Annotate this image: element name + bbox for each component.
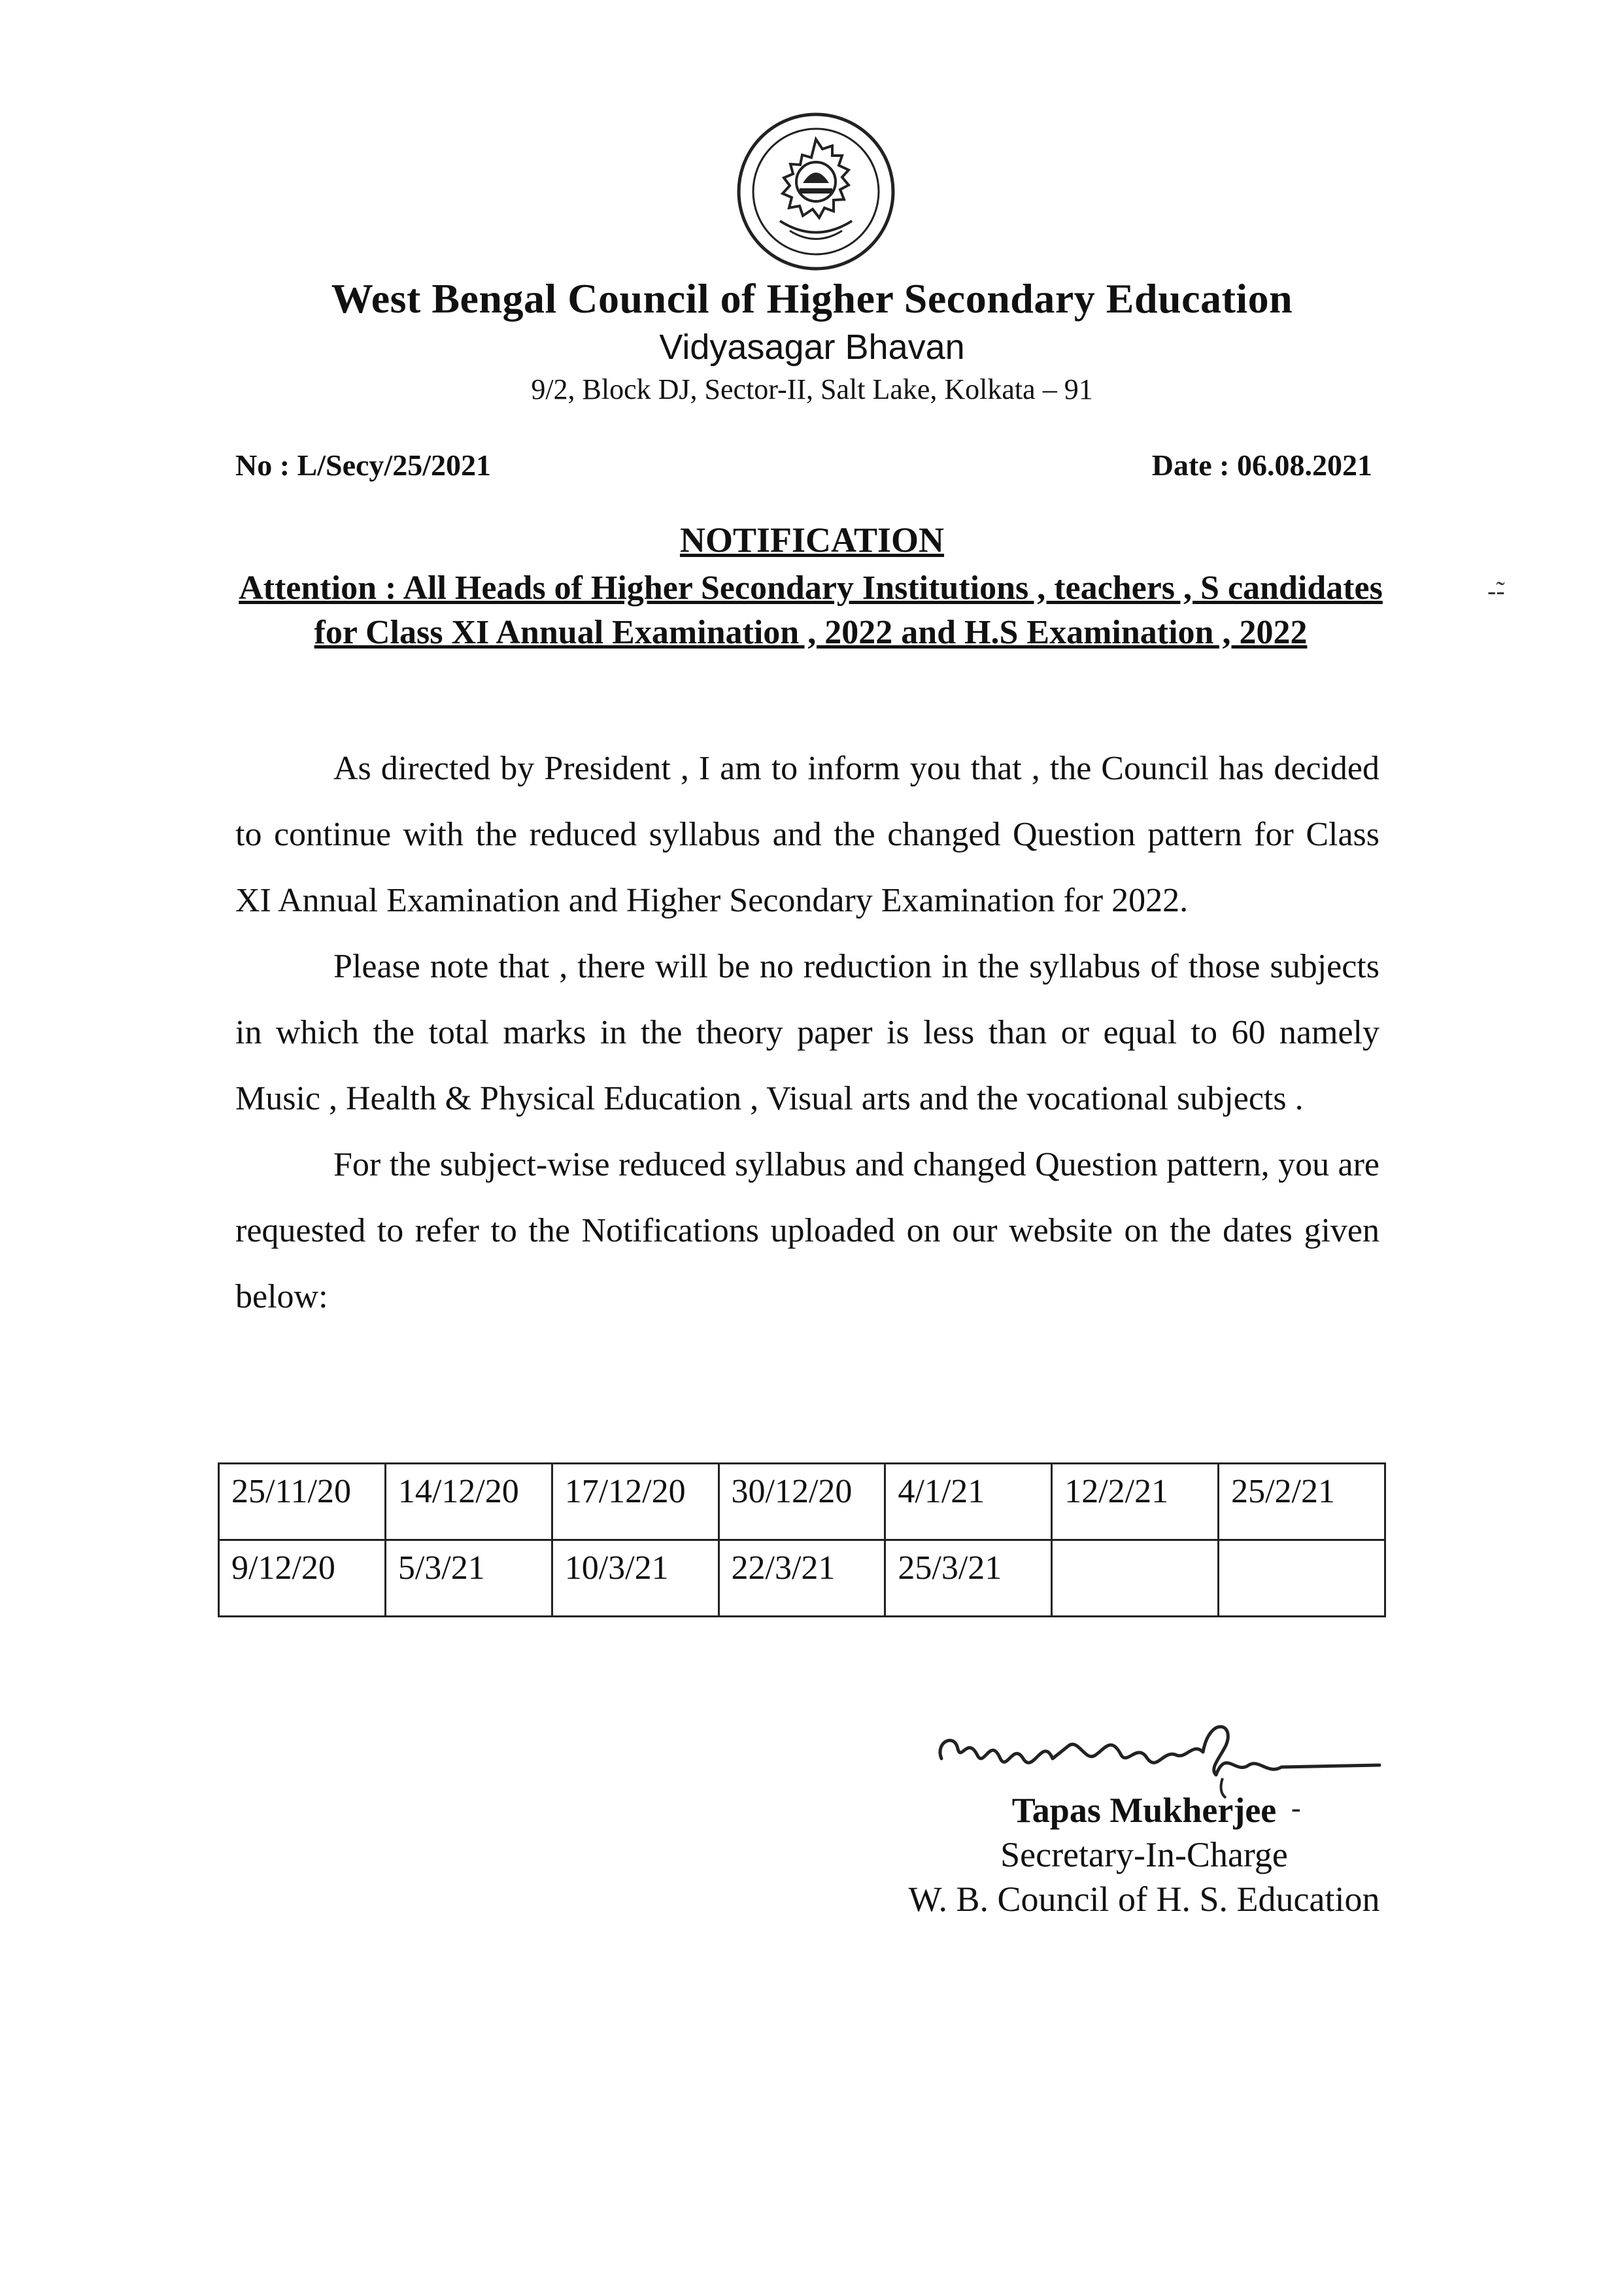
organization-address: 9/2, Block DJ, Sector-II, Salt Lake, Kolkata – 91 xyxy=(531,373,1093,405)
organization-name: West Bengal Council of Higher Secondary Education xyxy=(331,275,1293,322)
date-cell: 22/3/21 xyxy=(719,1540,885,1617)
council-seal-icon xyxy=(734,110,898,273)
signatory-name: Tapas Mukherjee xyxy=(1011,1791,1277,1830)
paragraph-directive: As directed by President , I am to inform you that , the Council has decided to continue with the reduced syllabus and the changed Question pattern for Class XI Annual Examination and Higher Secondary Examination for 2022. xyxy=(235,750,1379,919)
date-cell xyxy=(1219,1540,1385,1617)
reference-date: Date : 06.08.2021 xyxy=(1151,448,1372,482)
signatory-block xyxy=(817,1788,1471,1921)
notification-title: NOTIFICATION xyxy=(679,520,945,560)
date-cell: 25/11/20 xyxy=(219,1464,386,1540)
notification-dates-table xyxy=(218,1462,1386,1617)
date-cell: 10/3/21 xyxy=(552,1540,719,1617)
date-cell: 30/12/20 xyxy=(719,1464,885,1540)
signature-dash: - xyxy=(1291,1792,1301,1824)
paragraph-exception: Please note that , there will be no reduction in the syllabus of those subjects in which the total marks in the theory paper is less than or equal to 60 namely Music , Health & Physical Education , Visual arts and the vocational subjects . xyxy=(235,948,1379,1117)
date-cell: 4/1/21 xyxy=(885,1464,1052,1540)
stray-mark: -̃- xyxy=(1487,576,1505,605)
building-name: Vidyasagar Bhavan xyxy=(659,328,965,367)
date-cell: 5/3/21 xyxy=(385,1540,552,1617)
notification-body xyxy=(235,735,1379,1330)
date-cell: 25/3/21 xyxy=(885,1540,1052,1617)
signatory-office: W. B. Council of H. S. Education xyxy=(908,1880,1380,1919)
date-cell: 14/12/20 xyxy=(385,1464,552,1540)
signatory-designation: Secretary-In-Charge xyxy=(1000,1835,1288,1874)
paragraph-reference: For the subject-wise reduced syllabus and changed Question pattern, you are requested to refer to the Notifications uploaded on our website on the dates given below: xyxy=(235,1146,1379,1315)
date-cell: 25/2/21 xyxy=(1219,1464,1385,1540)
date-cell: 17/12/20 xyxy=(552,1464,719,1540)
reference-number: No : L/Secy/25/2021 xyxy=(235,448,491,482)
date-cell: 12/2/21 xyxy=(1052,1464,1219,1540)
attention-line: Attention : All Heads of Higher Secondary Institutions , teachers , S candidates for Class XI Annual Examination , 2022 and H.S Examination , 2022 xyxy=(239,569,1383,651)
handwritten-signature xyxy=(928,1696,1386,1801)
date-cell xyxy=(1052,1540,1219,1617)
date-cell: 9/12/20 xyxy=(219,1540,386,1617)
table-row xyxy=(219,1540,1385,1617)
table-row xyxy=(219,1464,1385,1540)
